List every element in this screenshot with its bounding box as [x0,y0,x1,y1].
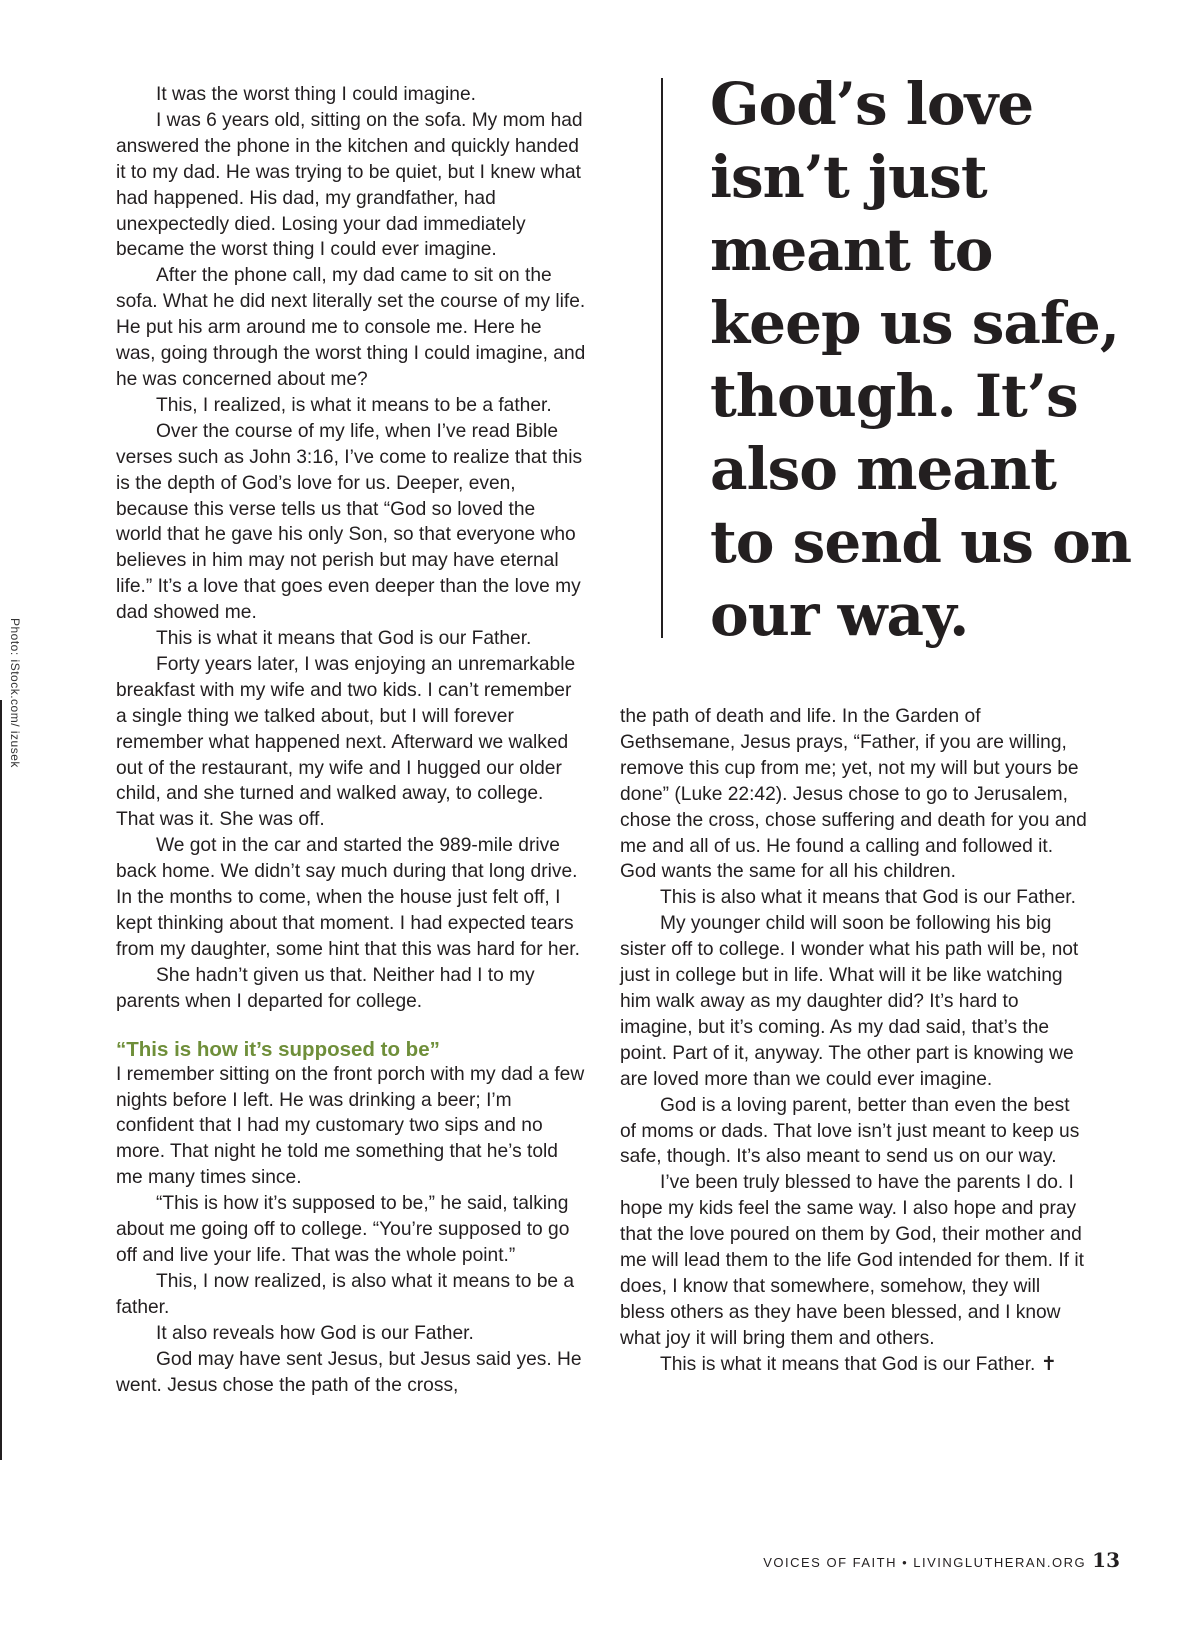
paragraph: God is a loving parent, better than even the best of moms or dads. That love isn’t just meant to keep us safe, though. It’s also meant to send us on our way. [620,1094,1080,1168]
pullquote-line: isn’t just [710,143,987,211]
paragraph: the path of death and life. In the Garden of Gethsemane, Jesus prays, “Father, if you are willing, remove this cup from me; yet, not my will but yours be done” (Luke 22:42). Jesus chose to go to Jerusalem, chose the cross, chose suffering and death for you and me and all of us. He found a calling and followed it. God wants the same for all his children. [620,706,1087,883]
paragraph: It was the worst thing I could imagine. [156,84,476,105]
right-column [620,704,1090,1378]
paragraph: I’ve been truly blessed to have the parents I do. I hope my kids feel the same way. I also hope and pray that the love poured on them by God, their mother and me will lead them to the life God intended for them. If it does, I know that somewhere, somehow, they will bless others as they have been blessed, and I know what joy it will bring them and others. [620,1172,1084,1349]
paragraph: My younger child will soon be following his big sister off to college. I wonder what his path will be, not just in college but in life. What will it be like watching him walk away as my daughter did? It’s hard to imagine, but it’s coming. As my dad said, that’s the point. Part of it, anyway. The other part is knowing we are loved more than we could ever imagine. [620,913,1079,1090]
footer-text: VOICES OF FAITH • LIVINGLUTHERAN.ORG [763,1555,1087,1570]
pullquote-line: meant to [710,216,993,284]
paragraph: After the phone call, my dad came to sit on the sofa. What he did next literally set the course of my life. He put his arm around me to console me. Here he was, going through the worst thing I could imagine, and he was concerned about me? [116,265,586,390]
paragraph: She hadn’t given us that. Neither had I to my parents when I departed for college. [116,964,535,1012]
pullquote-line: God’s love [710,70,1034,138]
paragraph: It also reveals how God is our Father. [156,1322,474,1344]
page-number: 13 [1092,1548,1120,1572]
pullquote [710,68,1150,652]
paragraph: I remember sitting on the front porch with my dad a few nights before I left. He was drinking a beer; I’m confident that I had my customary two sips and no more. That night he told me something that he’s told me many times since. [116,1063,585,1189]
section-subhead: “This is how it’s supposed to be” [116,1037,440,1061]
left-column [116,82,586,1398]
paragraph: I was 6 years old, sitting on the sofa. My mom had answered the phone in the kitchen and quickly handed it to my dad. He was trying to be quiet, but I knew what had happened. His dad, my grandfather, had unexpectedly died. Losing your dad immediately became the worst thing I could ever imagine. [116,109,583,261]
paragraph: God may have sent Jesus, but Jesus said yes. He went. Jesus chose the path of the cross, [116,1348,582,1396]
pullquote-line: also meant [710,435,1056,503]
edge-divider [0,700,2,1460]
paragraph: This, I now realized, is also what it means to be a father. [116,1270,575,1318]
page-footer [763,1548,1120,1572]
paragraph: This is what it means that God is our Father. ✝ [660,1353,1057,1375]
paragraph: This is also what it means that God is our Father. [660,887,1076,909]
pullquote-line: to send us on [710,508,1132,576]
paragraph: Over the course of my life, when I’ve read Bible verses such as John 3:16, I’ve come to realize that this is the depth of God’s love for us. Deeper, even, because this verse tells us that “God so loved the world that he gave his only Son, so that everyone who believes in him may not perish but may have eternal life.” It’s a love that goes even deeper than the love my dad showed me. [116,420,583,624]
paragraph: We got in the car and started the 989-mile drive back home. We didn’t say much during that long drive. In the months to come, when the house just felt off, I kept thinking about that moment. I had expected tears from my daughter, some hint that this was hard for her. [116,835,580,960]
paragraph: “This is how it’s supposed to be,” he said, talking about me going off to college. “You’re supposed to go off and live your life. That was the whole point.” [116,1193,570,1266]
paragraph: This, I realized, is what it means to be a father. [156,394,552,416]
pullquote-line: though. It’s [710,362,1078,430]
pullquote-line: our way. [710,581,969,649]
photo-credit: Photo: iStock.com/ izusek [8,618,22,768]
pullquote-line: keep us safe, [710,289,1120,357]
paragraph: This is what it means that God is our Father. [156,628,532,650]
paragraph: Forty years later, I was enjoying an unremarkable breakfast with my wife and two kids. I can’t remember a single thing we talked about, but I will forever remember what happened next. Afterward we walked out of the restaurant, my wife and I hugged our older child, and she turned and walked away, to college. That was it. She was off. [116,653,576,831]
pullquote-rule [661,78,663,638]
